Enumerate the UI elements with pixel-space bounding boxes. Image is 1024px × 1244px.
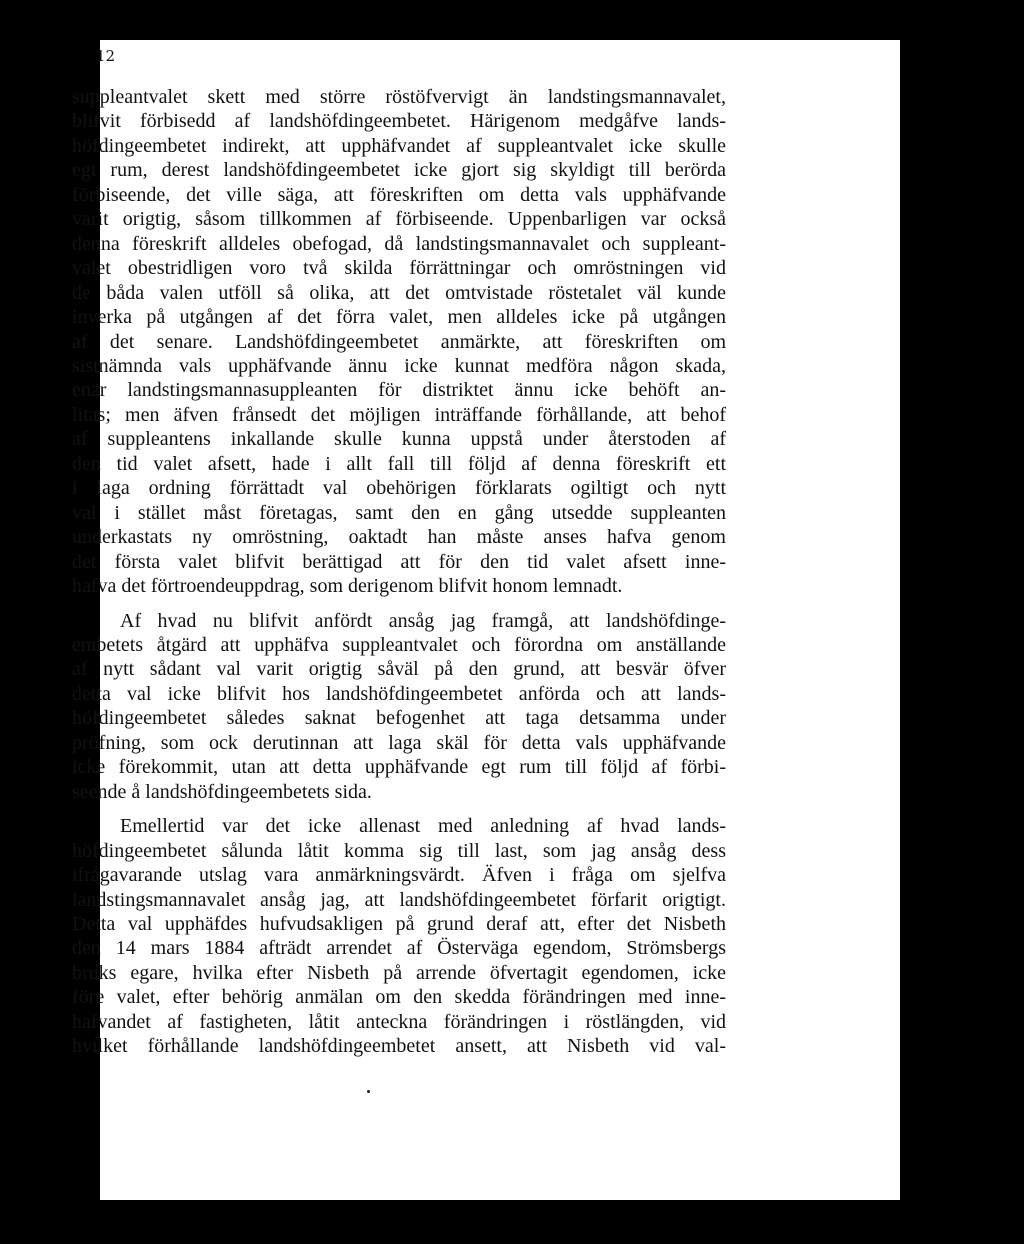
text-line: ifrågavarande utslag vara anmärkningsvärdt. Äfven i fråga om sjelfva <box>72 864 726 887</box>
text-line: varit origtig, såsom tillkommen af förbiseende. Uppenbarligen var också <box>72 208 726 231</box>
text-line: höfdingeembetet indirekt, att upphäfvandet af suppleantvalet icke skulle <box>72 134 726 157</box>
text-line: af suppleantens inkallande skulle kunna uppstå under återstoden af <box>72 428 726 451</box>
text-line: inverka på utgången af det förra valet, men alldeles icke på utgången <box>72 306 726 329</box>
text-line: seende å landshöfdingeembetets sida. <box>72 780 372 803</box>
text-line: det första valet blifvit berättigad att för den tid valet afsett inne- <box>72 550 726 573</box>
page-number: 12 <box>96 47 116 65</box>
text-line: den 14 mars 1884 afträdt arrendet af Österväga egendom, Strömsbergs <box>72 937 726 960</box>
text-line: höfdingeembetet således saknat befogenhet att taga detsamma under <box>72 707 726 730</box>
document-body <box>72 85 726 1069</box>
text-line: denna föreskrift alldeles obefogad, då landstingsmannavalet och suppleant- <box>72 232 726 255</box>
paragraph-3 <box>72 814 726 1059</box>
text-line: af nytt sådant val varit origtig såväl på den grund, att besvär öfver <box>72 658 726 681</box>
text-line: suppleantvalet skett med större röstöfvervigt än landstingsmannavalet, <box>72 86 726 108</box>
ink-speck <box>367 1090 370 1093</box>
paragraph-2 <box>72 609 726 805</box>
text-line: hafvandet af fastigheten, låtit anteckna förändringen i röstlängden, vid <box>72 1010 726 1033</box>
text-line: Af hvad nu blifvit anfördt ansåg jag framgå, att landshöfdinge- <box>120 609 726 632</box>
text-line: underkastats ny omröstning, oaktadt han måste anses hafva genom <box>72 526 726 549</box>
text-line: hvilket förhållande landshöfdingeembetet ansett, att Nisbeth vid val- <box>72 1035 726 1058</box>
text-line: förbiseende, det ville säga, att föreskriften om detta vals upphäfvande <box>72 183 726 206</box>
text-line: bruks egare, hvilka efter Nisbeth på arrende öfvertagit egendomen, icke <box>72 961 726 984</box>
text-line: blifvit förbisedd af landshöfdingeembetet. Härigenom medgåfve lands- <box>72 110 726 133</box>
text-line: val i stället måst företagas, samt den en gång utsedde suppleanten <box>72 501 726 524</box>
text-line: före valet, efter behörig anmälan om den skedda förändringen med inne- <box>72 986 726 1009</box>
text-line: egt rum, derest landshöfdingeembetet icke gjort sig skyldigt till berörda <box>72 159 726 182</box>
text-line: Emellertid var det icke allenast med anledning af hvad lands- <box>120 815 726 838</box>
text-line: valet obestridligen voro två skilda förrättningar och omröstningen vid <box>72 257 726 280</box>
text-line: hafva det förtroendeuppdrag, som derigenom blifvit honom lemnadt. <box>72 575 623 598</box>
text-line: Detta val upphäfdes hufvudsakligen på grund deraf att, efter det Nisbeth <box>72 912 726 935</box>
text-line: pröfning, som ock derutinnan att laga skäl för detta vals upphäfvande <box>72 731 726 754</box>
text-line: höfdingeembetet sålunda låtit komma sig till last, som jag ansåg dess <box>72 839 726 862</box>
text-line: icke förekommit, utan att detta upphäfvande egt rum till följd af förbi- <box>72 756 726 779</box>
paragraph-1 <box>72 85 726 599</box>
text-line: detta val icke blifvit hos landshöfdingeembetet anförda och att lands- <box>72 682 726 705</box>
text-line: sistnämnda vals upphäfvande ännu icke kunnat medföra någon skada, <box>72 354 726 377</box>
text-line: landstingsmannavalet ansåg jag, att landshöfdingeembetet förfarit origtigt. <box>72 888 726 911</box>
text-line: embetets åtgärd att upphäfva suppleantvalet och förordna om anställande <box>72 633 726 656</box>
text-line: i laga ordning förrättadt val obehörigen förklarats ogiltigt och nytt <box>72 477 726 500</box>
text-line: af det senare. Landshöfdingeembetet anmärkte, att föreskriften om <box>72 330 726 353</box>
text-line: den tid valet afsett, hade i allt fall till följd af denna föreskrift ett <box>72 452 726 475</box>
text-line: de båda valen utföll så olika, att det omtvistade röstetalet väl kunde <box>72 281 726 304</box>
text-line: litas; men äfven frånsedt det möjligen inträffande förhållande, att behof <box>72 403 726 426</box>
text-line: enär landstingsmannasuppleanten för distriktet ännu icke behöft an- <box>72 379 726 402</box>
